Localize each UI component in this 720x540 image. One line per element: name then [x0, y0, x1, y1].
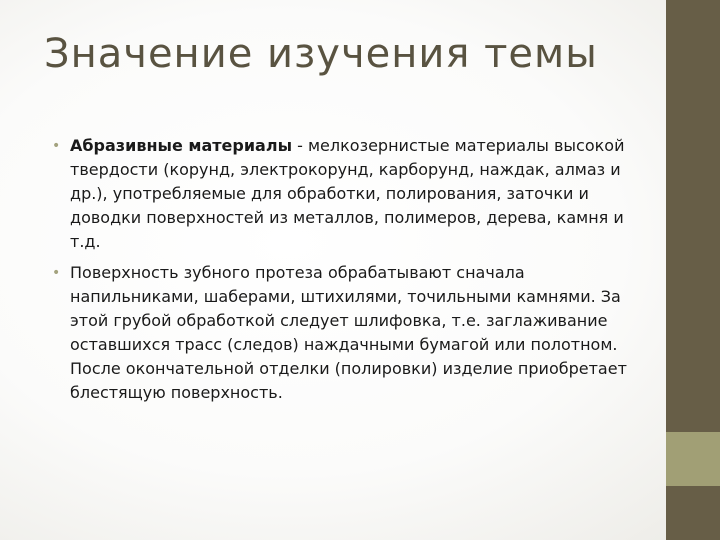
bullet-item-processing: [52, 261, 652, 405]
bullet-text: - мелкозернистые материалы высокой твердости (корунд, электрокорунд, карборунд, наждак, алмаз и др.), употребляемые для обработки, полирования, заточки и доводки поверхностей из металлов, полимеров, дерева, камня и т.д.: [70, 136, 625, 251]
sidebar-accent-block: [666, 432, 720, 486]
bullet-icon: •: [52, 265, 61, 281]
slide-title: Значение изучения темы: [44, 31, 598, 77]
bullet-item-abrasives: [52, 134, 652, 254]
bullet-list: [52, 134, 652, 412]
bullet-icon: •: [52, 138, 61, 154]
bullet-term: Абразивные материалы: [70, 136, 293, 155]
bullet-text: Поверхность зубного протеза обрабатывают сначала напильниками, шаберами, штихилями, точильными камнями. За этой грубой обработкой следует шлифовка, т.е. заглаживание оставшихся трасс (следов) наждачными бумагой или полотном. После окончательной отделки (полировки) изделие приобретает блестящую поверхность.: [70, 263, 627, 402]
